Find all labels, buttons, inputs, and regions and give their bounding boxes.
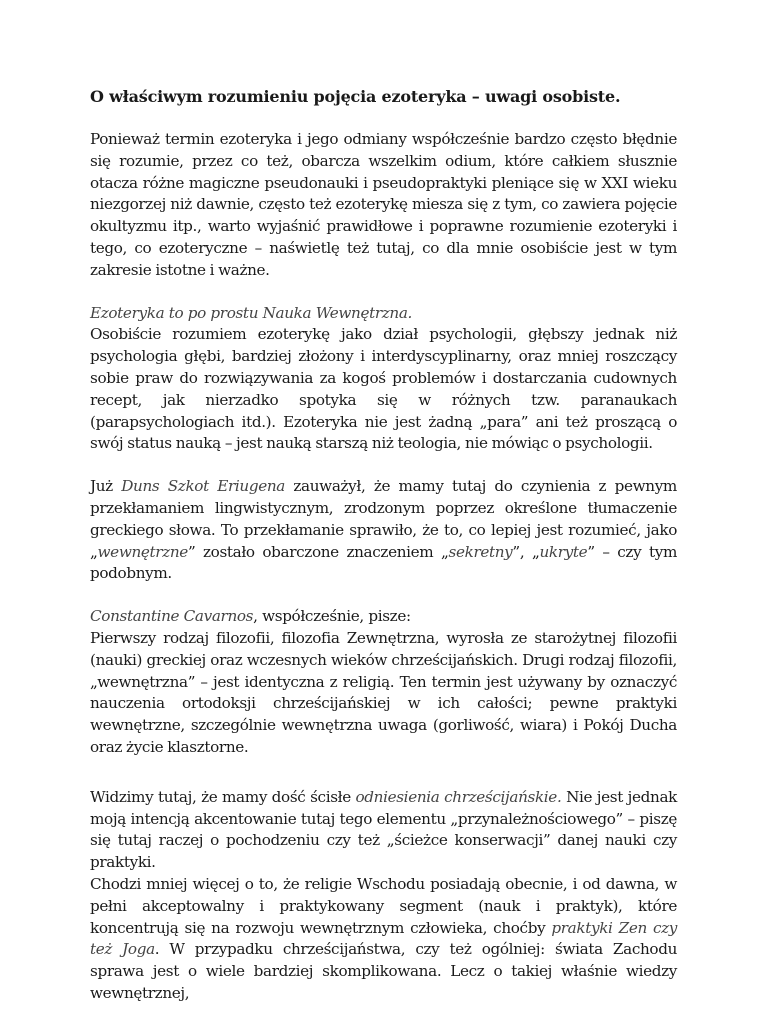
section-lead-nauka-wewnetrzna: Ezoteryka to po prostu Nauka Wewnętrzna. (90, 303, 413, 322)
text-span: , współcześnie, pisze: (253, 607, 411, 626)
text-span: Widzimy tutaj, że mamy dość ścisłe (90, 787, 356, 806)
text-span: . W przypadku chrześcijaństwa, czy też ogólniej: świata Zachodu sprawa jest o wiele bardziej skomplikowana. Lecz o takiej właśnie wiedzy wewnętrznej, (90, 940, 677, 1002)
paragraph-ezoteryka-definition: Osobiście rozumiem ezoterykę jako dział psychologii, głębszy jednak niż psychologia głębi, bardziej złożony i interdyscyplinarny, oraz mniej roszczący sobie praw do rozwiązywania za kogoś problemów i dostarczania cudownych recept, jak nierzadko spotyka się w różnych tzw. paranaukach (parapsychologiach itd.). Ezoteryka nie jest żadną „para” ani też proszącą o swój status nauką – jest nauką starszą niż teologia, nie mówiąc o psychologii. (90, 325, 677, 453)
text-span: ”, „ (512, 542, 540, 561)
text-span: zauważył, że mamy tutaj do czynienia z pewnym przekłamaniem lingwistycznym, zrodzonym poprzez określone tłumaczenie greckiego słowa. To przekłamanie sprawiło, że to, co lepiej jest rozumieć, jako „ (90, 477, 677, 561)
paragraph-eriugena (90, 476, 677, 585)
paragraph-cavarnos-quote: Pierwszy rodzaj filozofii, filozofia Zewnętrzna, wyrosła ze starożytnej filozofii (nauki) greckiej oraz wczesnych wieków chrześcijańskich. Drugi rodzaj filozofii, „wewnętrzna” – jest identyczna z religią. Ten termin jest używany by oznaczyć nauczenia ortodoksji chrześcijańskiej w ich całości; pewne praktyki wewnętrzne, szczególnie wewnętrzna uwaga (gorliwość, wiara) i Pokój Ducha oraz życie klasztorne. (90, 628, 677, 756)
term-sekretny: sekretny (448, 542, 513, 561)
text-span: Nie jest jednak moją intencją akcentowanie tutaj tego elementu „przynależnościowego” – piszę się tutaj raczej o pochodzeniu czy też „ścieżce konserwacji” danej nauki czy praktyki. (90, 787, 677, 872)
term-zen-joga: praktyki Zen czy też Joga (90, 918, 677, 959)
paragraph-intro: Ponieważ termin ezoteryka i jego odmiany współcześnie bardzo często błędnie się rozumie, przez co też, obarcza wszelkim odium, które całkiem słusznie otacza różne magiczne pseudonauki i pseudopraktyki pleniące się w XXI wieku niezgorzej niż dawnie, często też ezoterykę miesza się z tym, co zawiera pojęcie okultyzmu itp., warto wyjaśnić prawidłowe i poprawne rozumienie ezoteryki i tego, co ezoteryczne – naświetlę też tutaj, co dla mnie osobiście jest w tym zakresie istotne i ważne. (90, 130, 677, 279)
paragraph-wschod-zachod (90, 874, 677, 1005)
term-wewnetrzne: wewnętrzne (97, 542, 188, 561)
text-span: Już (90, 477, 122, 496)
section-lead-cavarnos (90, 606, 677, 628)
term-odniesienia: odniesienia chrześcijańskie. (355, 787, 562, 806)
document-page (90, 86, 677, 1005)
text-span: ” – czy tym podobnym. (90, 542, 677, 583)
author-name-cavarnos: Constantine Cavarnos (90, 607, 254, 626)
paragraph-chrzescijanskie (90, 787, 677, 874)
document-title: O właściwym rozumieniu pojęcia ezoteryka – uwagi osobiste. (90, 87, 621, 106)
text-span: Chodzi mniej więcej o to, że religie Wschodu posiadają obecnie, i od dawna, w pełni akceptowalny i praktykowany segment (nauk i praktyk), które koncentrują się na rozwoju wewnętrznym człowieka, choćby (90, 874, 677, 937)
term-ukryte: ukryte (539, 542, 588, 561)
author-name-eriugena: Duns Szkot Eriugena (121, 477, 285, 496)
text-span: ” zostało obarczone znaczeniem „ (187, 542, 449, 561)
